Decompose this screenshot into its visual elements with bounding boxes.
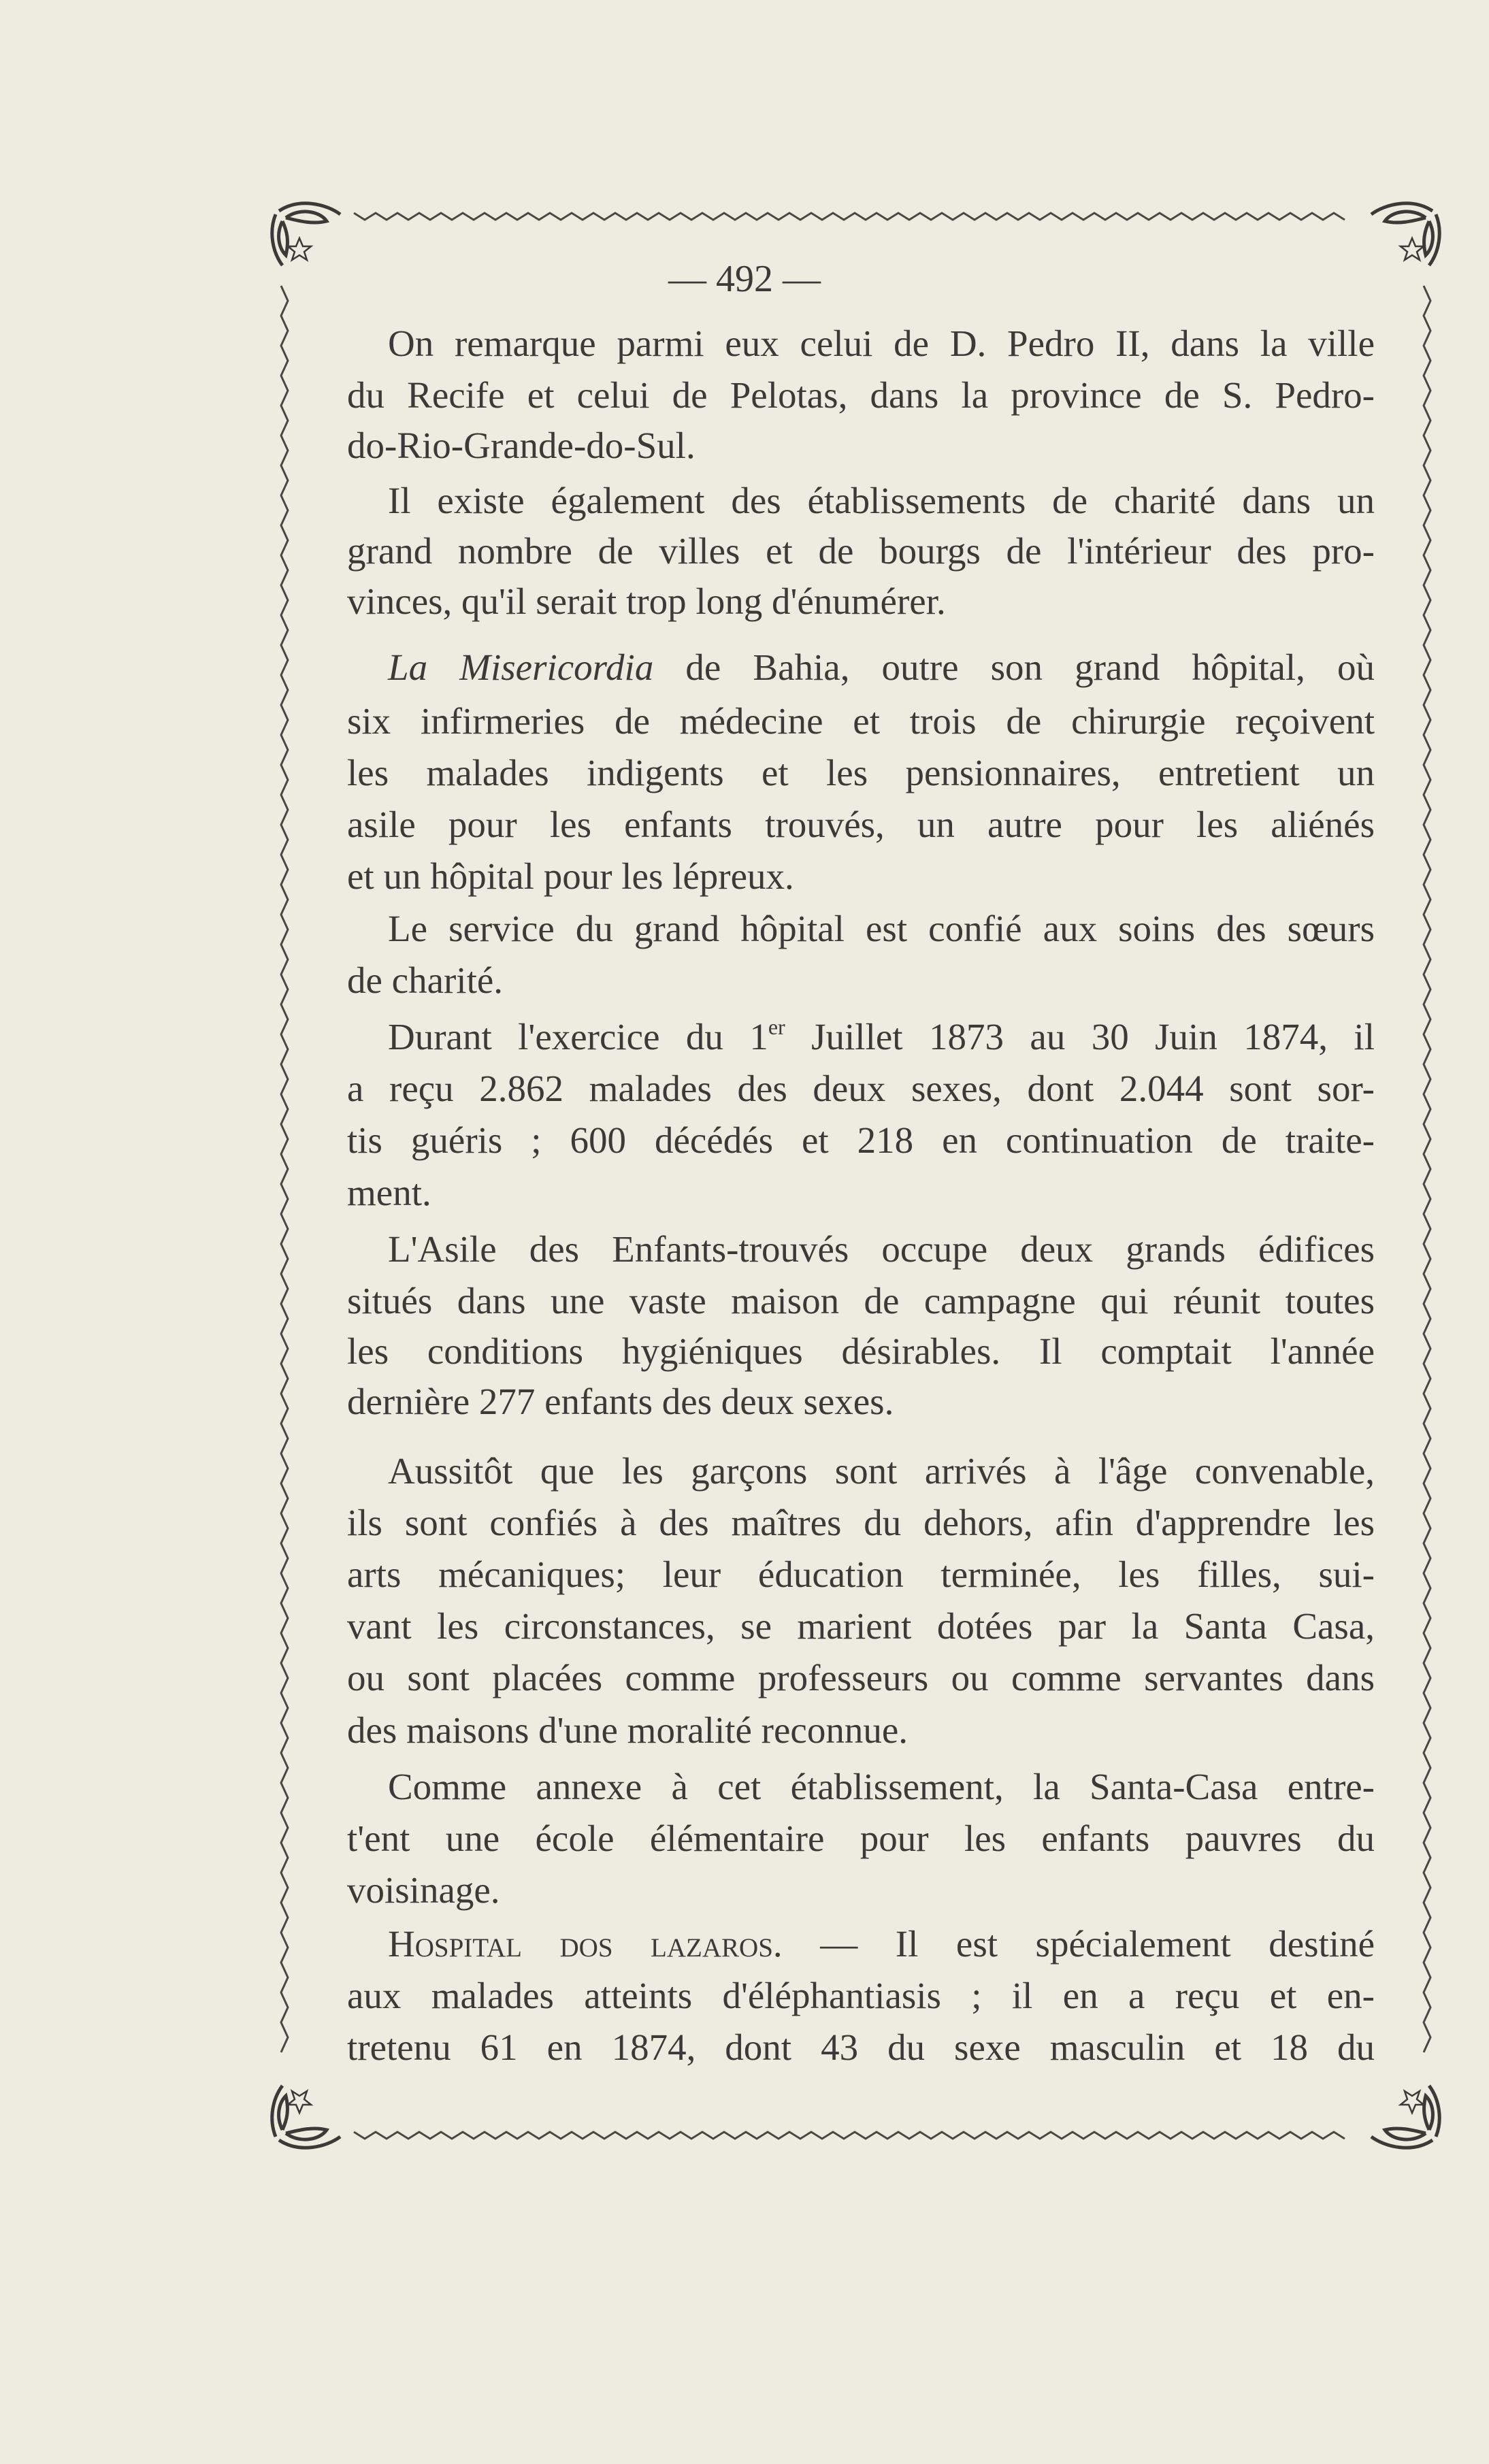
text-line — [347, 697, 1375, 745]
italic-title: La Misericordia — [388, 646, 654, 688]
text-line — [347, 1707, 1375, 1754]
text-line — [347, 2024, 1375, 2071]
border-right-wave — [1424, 286, 1430, 2052]
text-line — [347, 1654, 1375, 1702]
line-text: ou sont placées comme professeurs ou comme servantes dans — [347, 1657, 1375, 1698]
line-text: vant les circonstances, se marient dotées par la Santa Casa, — [347, 1605, 1375, 1647]
line-text: les malades indigents et les pensionnaires, entretient un — [347, 752, 1375, 793]
text-line — [388, 320, 1375, 367]
text-line — [347, 1815, 1375, 1862]
text-line — [347, 1169, 1375, 1217]
text-line — [347, 527, 1375, 575]
text-line — [388, 644, 1375, 691]
line-text: grand nombre de villes et de bourgs de l'intérieur des pro- — [347, 530, 1375, 572]
line-text: des maisons d'une moralité reconnue. — [347, 1709, 908, 1751]
corner-ornament-top-left-icon — [272, 203, 340, 265]
text-line — [347, 1867, 1375, 1914]
line-text: aux malades atteints d'éléphantiasis ; il en a reçu et en- — [347, 1975, 1375, 2016]
line-text: de charité. — [347, 959, 504, 1001]
page-number: — 492 — — [668, 258, 821, 300]
text-line — [388, 1763, 1375, 1811]
line-text: do-Rio-Grande-do-Sul. — [347, 425, 696, 466]
text-line — [388, 1920, 1375, 1968]
text-line — [347, 957, 1375, 1004]
line-text-pre: Durant l'exercice du 1 — [388, 1016, 768, 1057]
corner-ornament-bottom-left-icon — [272, 2086, 340, 2148]
text-line — [388, 1447, 1375, 1495]
smallcaps-heading: Hospital dos lazaros. — [388, 1923, 783, 1965]
line-text: de Bahia, outre son grand hôpital, où — [653, 646, 1375, 688]
text-line — [347, 1065, 1375, 1113]
text-line — [347, 1328, 1375, 1375]
line-text: asile pour les enfants trouvés, un autre pour les aliénés — [347, 804, 1375, 845]
line-text: t'ent une école élémentaire pour les enfants pauvres du — [347, 1818, 1375, 1859]
line-text: On remarque parmi eux celui de D. Pedro II, dans la ville — [388, 323, 1375, 364]
border-top-wave — [354, 213, 1345, 220]
text-line — [388, 1226, 1375, 1273]
line-text: et un hôpital pour les lépreux. — [347, 855, 794, 897]
text-line — [347, 1499, 1375, 1547]
text-line — [347, 749, 1375, 797]
text-line — [388, 905, 1375, 953]
line-text: Comme annexe à cet établissement, la Santa-Casa entre- — [388, 1766, 1375, 1807]
line-text: les conditions hygiéniques désirables. Il comptait l'année — [347, 1330, 1375, 1372]
text-line — [347, 853, 1375, 900]
corner-ornament-bottom-right-icon — [1371, 2086, 1439, 2148]
text-line — [347, 578, 1375, 625]
text-line — [347, 372, 1375, 419]
superscript: er — [768, 1015, 785, 1039]
line-text: L'Asile des Enfants-trouvés occupe deux grands édifices — [388, 1228, 1375, 1270]
text-line — [388, 1013, 1375, 1061]
line-text: situés dans une vaste maison de campagne qui réunit toutes — [347, 1280, 1375, 1321]
text-line — [347, 422, 1375, 470]
line-text: arts mécaniques; leur éducation terminée, les filles, sui- — [347, 1554, 1375, 1595]
corner-ornament-top-right-icon — [1371, 203, 1439, 265]
line-text: — Il est spécialement destiné — [782, 1923, 1375, 1965]
line-text: dernière 277 enfants des deux sexes. — [347, 1381, 894, 1422]
line-text: tretenu 61 en 1874, dont 43 du sexe masculin et 18 du — [347, 2026, 1375, 2068]
text-line — [347, 1603, 1375, 1650]
line-text: tis guéris ; 600 décédés et 218 en continuation de traite- — [347, 1119, 1375, 1161]
line-text: ils sont confiés à des maîtres du dehors, afin d'apprendre les — [347, 1502, 1375, 1543]
line-text: ment. — [347, 1172, 431, 1213]
line-text: Aussitôt que les garçons sont arrivés à l'âge convenable, — [388, 1450, 1375, 1492]
text-line — [347, 801, 1375, 849]
line-text: Juillet 1873 au 30 Juin 1874, il — [785, 1016, 1375, 1057]
text-line — [347, 1277, 1375, 1325]
line-text: a reçu 2.862 malades des deux sexes, dont 2.044 sont sor- — [347, 1068, 1375, 1109]
line-text: Le service du grand hôpital est confié aux soins des sœurs — [388, 908, 1375, 949]
border-bottom-wave — [354, 2132, 1345, 2139]
text-line — [347, 1972, 1375, 2020]
line-text: six infirmeries de médecine et trois de chirurgie reçoivent — [347, 700, 1375, 742]
line-text: du Recife et celui de Pelotas, dans la province de S. Pedro- — [347, 374, 1375, 416]
line-text: voisinage. — [347, 1869, 500, 1911]
text-line — [347, 1117, 1375, 1164]
text-line — [388, 477, 1375, 525]
text-line — [347, 1551, 1375, 1598]
line-text: vinces, qu'il serait trop long d'énumérer. — [347, 580, 946, 622]
line-text: Il existe également des établissements de charité dans un — [388, 480, 1375, 521]
border-left-wave — [281, 286, 288, 2052]
text-line — [347, 1378, 1375, 1426]
